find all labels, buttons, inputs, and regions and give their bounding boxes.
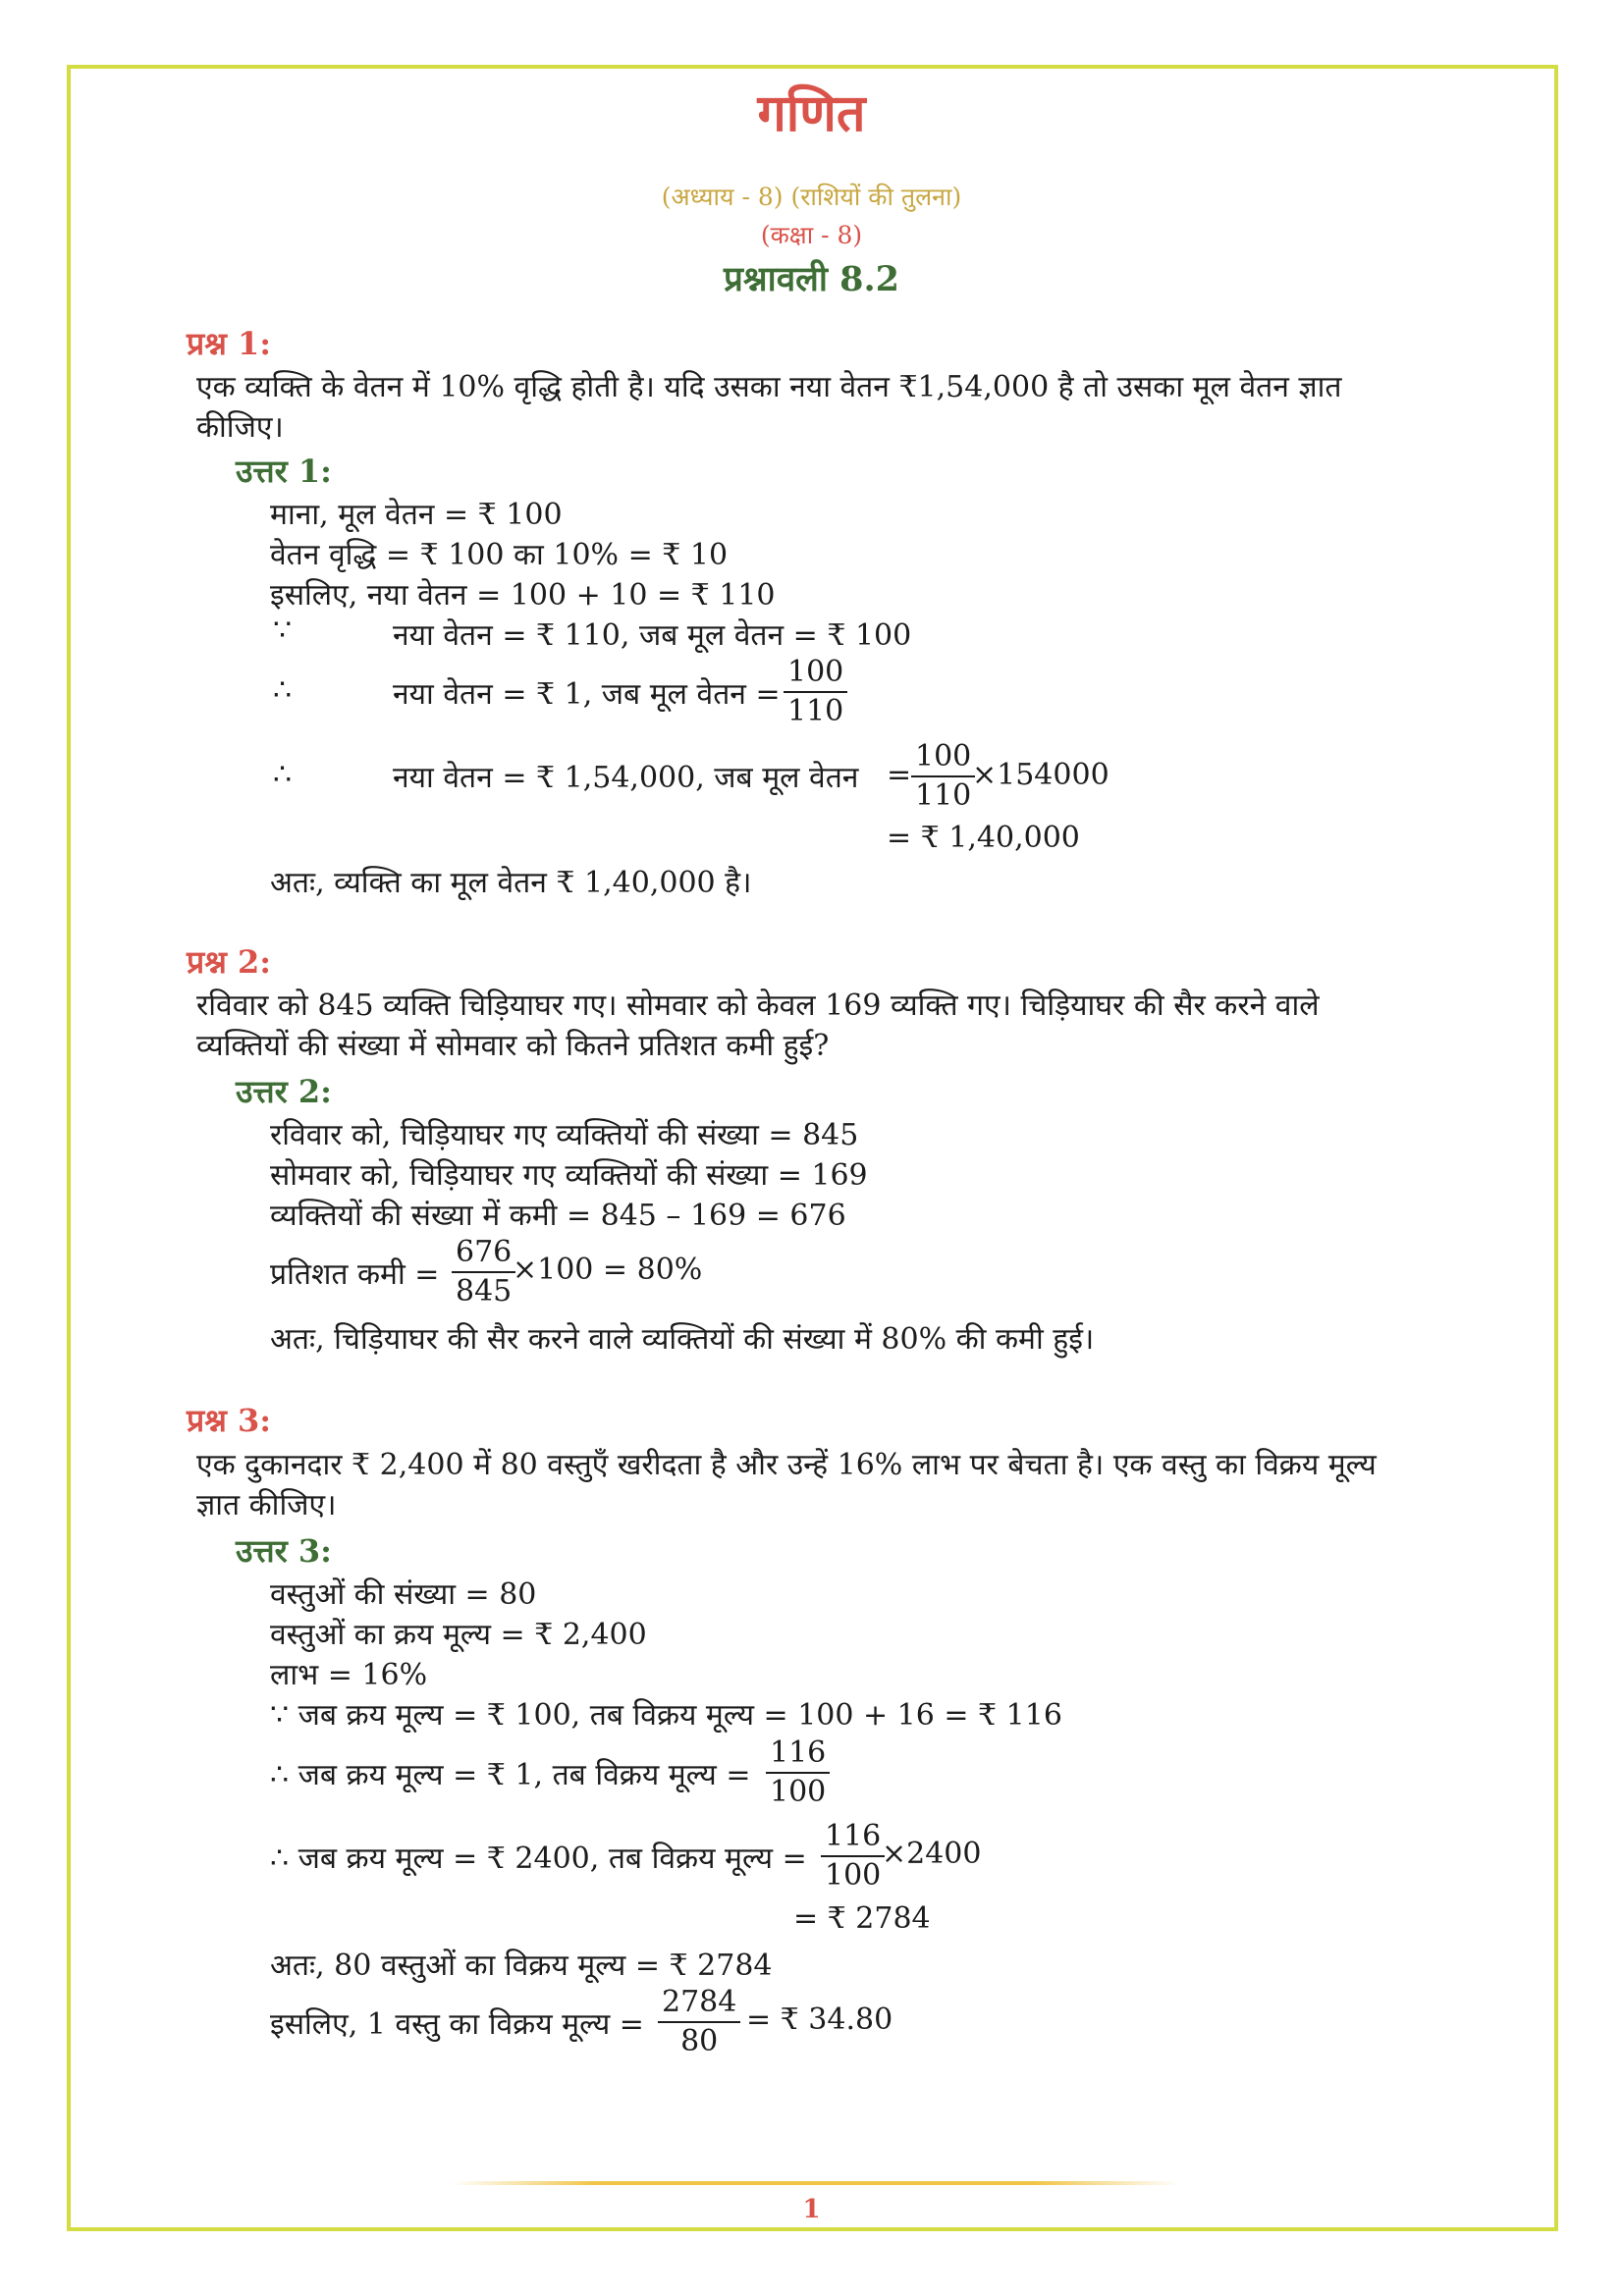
answer-2-step: सोमवार को, चिड़ियाघर गए व्यक्तियों की संख्या = 169 (270, 1158, 868, 1193)
final-label: इसलिए, 1 वस्तु का विक्रय मूल्य = (270, 2007, 644, 2042)
fraction-numerator: 2784 (658, 1984, 740, 2023)
percent-result: ×100 = 80% (513, 1253, 703, 1287)
fraction-denominator: 845 (456, 1274, 513, 1308)
fraction-numerator: 116 (821, 1818, 885, 1857)
answer-2-conclusion: अतः, चिड़ियाघर की सैर करने वाले व्यक्तियों की संख्या में 80% की कमी हुई। (270, 1322, 1095, 1357)
fraction-denominator: 100 (825, 1858, 882, 1893)
equals-sign: = (887, 758, 912, 792)
fraction-denominator: 110 (915, 778, 972, 813)
answer-3-step: ∴ जब क्रय मूल्य = ₹ 1, तब विक्रय मूल्य = (270, 1758, 751, 1792)
answer-2-step: रविवार को, चिड़ियाघर गए व्यक्तियों की संख्या = 845 (270, 1118, 859, 1152)
fraction-denominator: 110 (787, 694, 844, 728)
answer-1-step: नया वेतन = ₹ 1,54,000, जब मूल वेतन (393, 761, 859, 795)
question-2-text-line1: रविवार को 845 व्यक्ति चिड़ियाघर गए। सोमवार को केवल 169 व्यक्ति गए। चिड़ियाघर की सैर करने वाले (196, 988, 1320, 1023)
question-1-text-line1: एक व्यक्ति के वेतन में 10% वृद्धि होती है। यदि उसका नया वेतन ₹1,54,000 है तो उसका मूल वेतन ज्ञात (196, 370, 1342, 404)
fraction (821, 1818, 885, 1895)
answer-3-step: लाभ = 16% (270, 1658, 428, 1692)
percent-label: प्रतिशत कमी = (270, 1257, 440, 1292)
fraction (452, 1234, 515, 1310)
fraction-denominator: 80 (680, 2024, 719, 2058)
because-symbol: ∵ (273, 614, 293, 648)
answer-1-step: नया वेतन = ₹ 1, जब मूल वेतन = (393, 677, 781, 712)
therefore-symbol: ∴ (273, 758, 293, 792)
question-1-heading: प्रश्न 1: (187, 325, 272, 362)
answer-3-step: ∵ जब क्रय मूल्य = ₹ 100, तब विक्रय मूल्य = 100 + 16 = ₹ 116 (270, 1698, 1062, 1733)
question-2-heading: प्रश्न 2: (187, 943, 272, 981)
fraction-numerator: 100 (911, 738, 975, 777)
chapter-label: (अध्याय - 8) (राशियों की तुलना) (661, 183, 962, 211)
answer-3-step: ∴ जब क्रय मूल्य = ₹ 2400, तब विक्रय मूल्य = (270, 1842, 807, 1876)
page-number: 1 (802, 2195, 821, 2224)
fraction (911, 738, 975, 815)
answer-1-step: माना, मूल वेतन = ₹ 100 (270, 498, 563, 532)
answer-3-conclusion: अतः, 80 वस्तुओं का विक्रय मूल्य = ₹ 2784 (270, 1949, 773, 1983)
exercise-title: प्रश्नावली 8.2 (723, 259, 900, 299)
answer-3-heading: उत्तर 3: (236, 1532, 332, 1570)
class-label: (कक्षा - 8) (760, 221, 863, 249)
answer-1-step: नया वेतन = ₹ 110, जब मूल वेतन = ₹ 100 (393, 618, 912, 653)
answer-1-result: = ₹ 1,40,000 (887, 821, 1080, 855)
fraction-numerator: 100 (784, 654, 847, 693)
question-1-text-line2: कीजिए। (196, 410, 284, 445)
answer-2-heading: उत्तर 2: (236, 1073, 332, 1110)
fraction (784, 654, 847, 730)
fraction (658, 1984, 740, 2060)
fraction-numerator: 676 (452, 1234, 515, 1273)
answer-2-step: व्यक्तियों की संख्या में कमी = 845 – 169 = 676 (270, 1199, 846, 1233)
fraction-denominator: 100 (770, 1775, 827, 1809)
question-2-text-line2: व्यक्तियों की संख्या में सोमवार को कितने प्रतिशत कमी हुई? (196, 1029, 830, 1063)
answer-1-step: वेतन वृद्धि = ₹ 100 का 10% = ₹ 10 (270, 538, 729, 572)
question-3-text-line1: एक दुकानदार ₹ 2,400 में 80 वस्तुएँ खरीदता है और उन्हें 16% लाभ पर बेचता है। एक वस्तु का विक्रय मूल्य (196, 1448, 1377, 1482)
answer-1-step: इसलिए, नया वेतन = 100 + 10 = ₹ 110 (270, 578, 776, 613)
answer-1-heading: उत्तर 1: (236, 453, 332, 490)
answer-1-conclusion: अतः, व्यक्ति का मूल वेतन ₹ 1,40,000 है। (270, 866, 752, 900)
therefore-symbol: ∴ (273, 673, 293, 708)
question-3-text-line2: ज्ञात कीजिए। (196, 1488, 337, 1522)
question-3-heading: प्रश्न 3: (187, 1402, 272, 1439)
fraction-numerator: 116 (766, 1735, 830, 1774)
footer-divider (452, 2181, 1178, 2185)
answer-3-result: = ₹ 2784 (793, 1901, 931, 1936)
answer-3-step: वस्तुओं का क्रय मूल्य = ₹ 2,400 (270, 1618, 647, 1652)
page-title: गणित (757, 83, 866, 143)
multiplier: ×154000 (972, 758, 1109, 792)
answer-3-step: वस्तुओं की संख्या = 80 (270, 1577, 537, 1612)
final-result: = ₹ 34.80 (746, 2002, 893, 2037)
multiplier: ×2400 (882, 1837, 982, 1871)
fraction (766, 1735, 830, 1811)
